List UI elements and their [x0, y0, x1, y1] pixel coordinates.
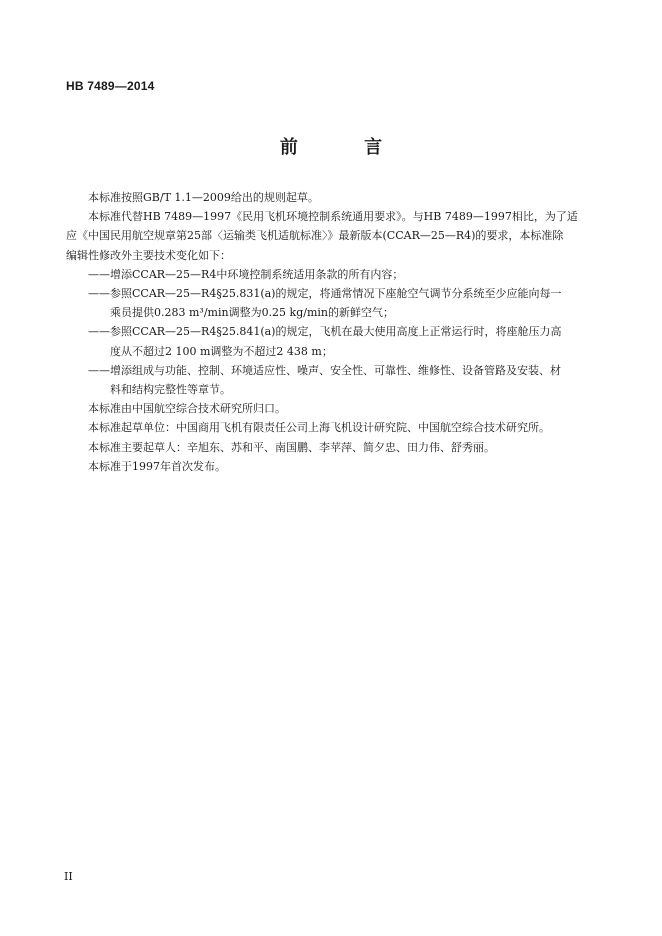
page-number: II [64, 870, 73, 883]
change-item-4-line-1: ——增添组成与功能、控制、环境适应性、噪声、安全性、可靠性、维修性、设备管路及安装、材 [88, 363, 561, 377]
paragraph-drafting-rule: 本标准按照GB/T 1.1—2009给出的规则起草。 [88, 191, 319, 204]
paragraph-replacement-line-1: 本标准代替HB 7489—1997《民用飞机环境控制系统通用要求》。与HB 7489—1997相比，为了适 [88, 210, 578, 224]
paragraph-centralized-unit: 本标准由中国航空综合技术研究所归口。 [88, 402, 286, 416]
change-item-4-line-2: 料和结构完整性等章节。 [110, 383, 231, 397]
change-item-4 [66, 361, 594, 399]
change-item-1: ——增添CCAR—25—R4中环境控制系统适用条款的所有内容； [88, 267, 404, 281]
document-code: HB 7489—2014 [66, 79, 155, 93]
change-item-3-line-2: 度从不超过2 100 m调整为不超过2 438 m； [110, 344, 333, 358]
paragraph-first-release: 本标准于1997年首次发布。 [88, 459, 226, 473]
page-title: 前 言 [279, 137, 413, 158]
change-item-2-line-2: 乘员提供0.283 m³/min调整为0.25 kg/min的新鲜空气； [110, 306, 395, 320]
paragraph-drafting-units: 本标准起草单位：中国商用飞机有限责任公司上海飞机设计研究院、中国航空综合技术研究所。 [88, 421, 550, 435]
change-item-3 [66, 322, 594, 360]
change-item-2-line-1: ——参照CCAR—25—R4§25.831(a)的规定，将通常情况下座舱空气调节分系统至少应能向每一 [88, 287, 562, 301]
paragraph-replacement-line-2: 应《中国民用航空规章第25部〈运输类飞机适航标准〉》最新版本(CCAR—25—R4)的要求，本标准除 [66, 229, 564, 243]
change-item-3-line-1: ——参照CCAR—25—R4§25.841(a)的规定，飞机在最大使用高度上正常运行时，将座舱压力高 [88, 325, 562, 339]
paragraph-replacement-line-3: 编辑性修改外主要技术变化如下： [66, 248, 231, 262]
foreword-body [66, 188, 594, 476]
change-item-2 [66, 284, 594, 322]
paragraph-drafters: 本标准主要起草人：辛旭东、苏和平、南国鹏、李苹萍、简夕忠、田力伟、舒秀丽。 [88, 440, 495, 454]
paragraph-replacement [66, 207, 594, 265]
